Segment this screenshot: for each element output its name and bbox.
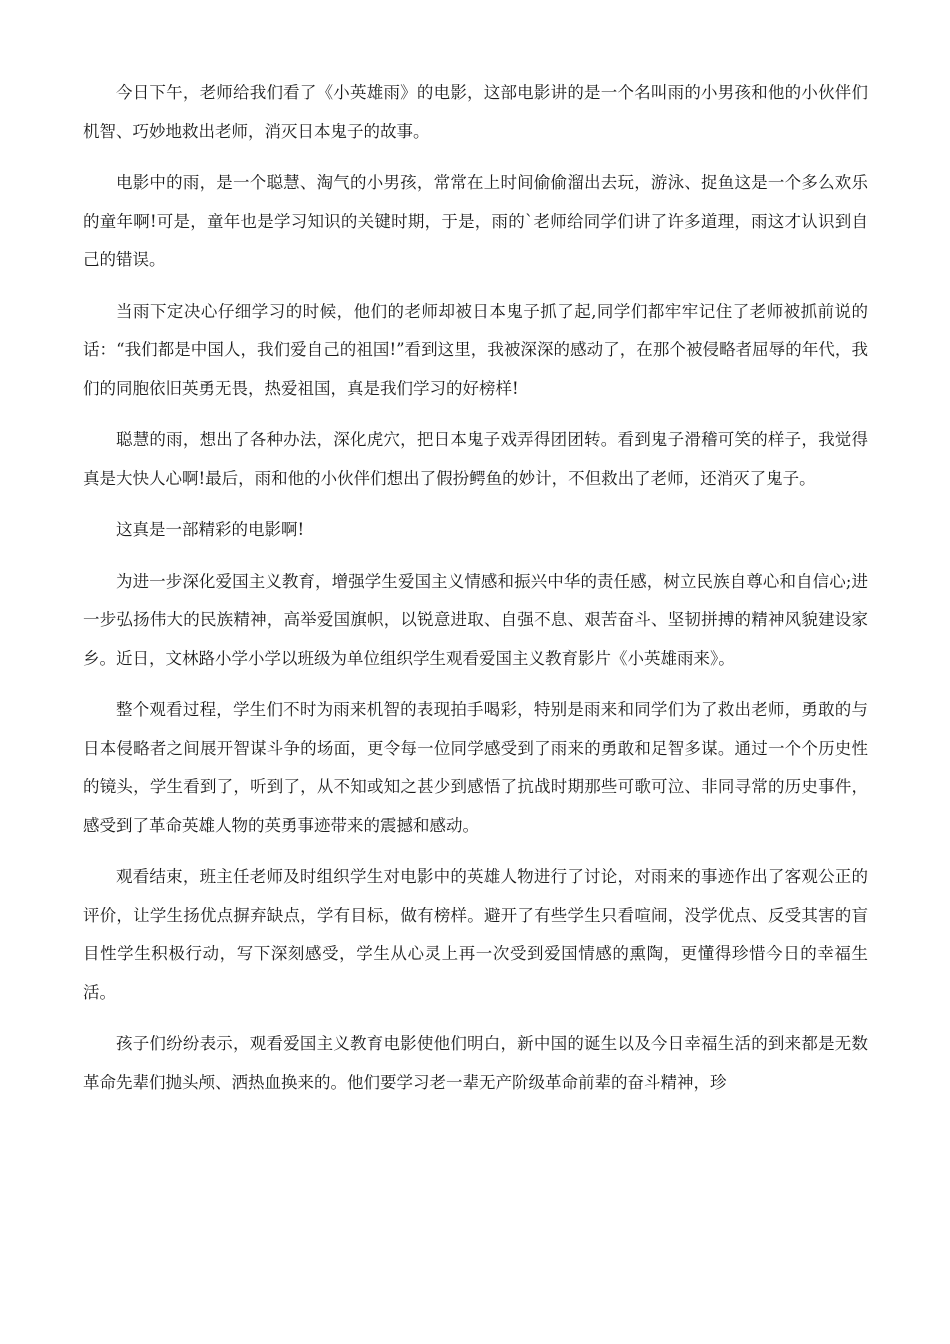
paragraph: 为进一步深化爱国主义教育，增强学生爱国主义情感和振兴中华的责任感，树立民族自尊心和自信心;进一步弘扬伟大的民族精神，高举爱国旗帜，以锐意进取、自强不息、艰苦奋斗、坚韧拼搏的精神风貌建设家乡。近日，文林路小学小学以班级为单位组织学生观看爱国主义教育影片《小英雄雨来》。 [83,571,868,668]
paragraph: 电影中的雨，是一个聪慧、淘气的小男孩，常常在上时间偷偷溜出去玩，游泳、捉鱼这是一个多么欢乐的童年啊!可是，童年也是学习知识的关键时期，于是，雨的`老师给同学们讲了许多道理，雨这才认识到自己的错误。 [83,173,868,269]
paragraph: 孩子们纷纷表示，观看爱国主义教育电影使他们明白，新中国的诞生以及今日幸福生活的到来都是无数革命先辈们抛头颅、洒热血换来的。他们要学习老一辈无产阶级革命前辈的奋斗精神，珍 [83,1034,868,1092]
paragraph: 观看结束，班主任老师及时组织学生对电影中的英雄人物进行了讨论，对雨来的事迹作出了客观公正的评价，让学生扬优点摒弃缺点，学有目标，做有榜样。避开了有些学生只看喧闹，没学优点、反受其害的盲目性学生积极行动，写下深刻感受，学生从心灵上再一次受到爱国情感的熏陶，更懂得珍惜今日的幸福生活。 [83,867,868,1002]
paragraph: 今日下午，老师给我们看了《小英雄雨》的电影，这部电影讲的是一个名叫雨的小男孩和他的小伙伴们机智、巧妙地救出老师，消灭日本鬼子的故事。 [83,83,868,141]
paragraph: 这真是一部精彩的电影啊! [116,520,305,539]
paragraph: 当雨下定决心仔细学习的时候，他们的老师却被日本鬼子抓了起,同学们都牢牢记住了老师被抓前说的话：“我们都是中国人，我们爱自己的祖国!”看到这里，我被深深的感动了，在那个被侵略者屈辱的年代，我们的同胞依旧英勇无畏，热爱祖国，真是我们学习的好榜样! [83,301,868,398]
document-body [83,74,868,1115]
paragraph: 聪慧的雨，想出了各种办法，深化虎穴，把日本鬼子戏弄得团团转。看到鬼子滑稽可笑的样子，我觉得真是大快人心啊!最后，雨和他的小伙伴们想出了假扮鳄鱼的妙计，不但救出了老师，还消灭了鬼子。 [83,430,868,488]
paragraph: 整个观看过程，学生们不时为雨来机智的表现拍手喝彩，特别是雨来和同学们为了救出老师，勇敢的与日本侵略者之间展开智谋斗争的场面，更令每一位同学感受到了雨来的勇敢和足智多谋。通过一个个历史性的镜头，学生看到了，听到了，从不知或知之甚少到感悟了抗战时期那些可歌可泣、非同寻常的历史事件，感受到了革命英雄人物的英勇事迹带来的震撼和感动。 [83,700,868,835]
